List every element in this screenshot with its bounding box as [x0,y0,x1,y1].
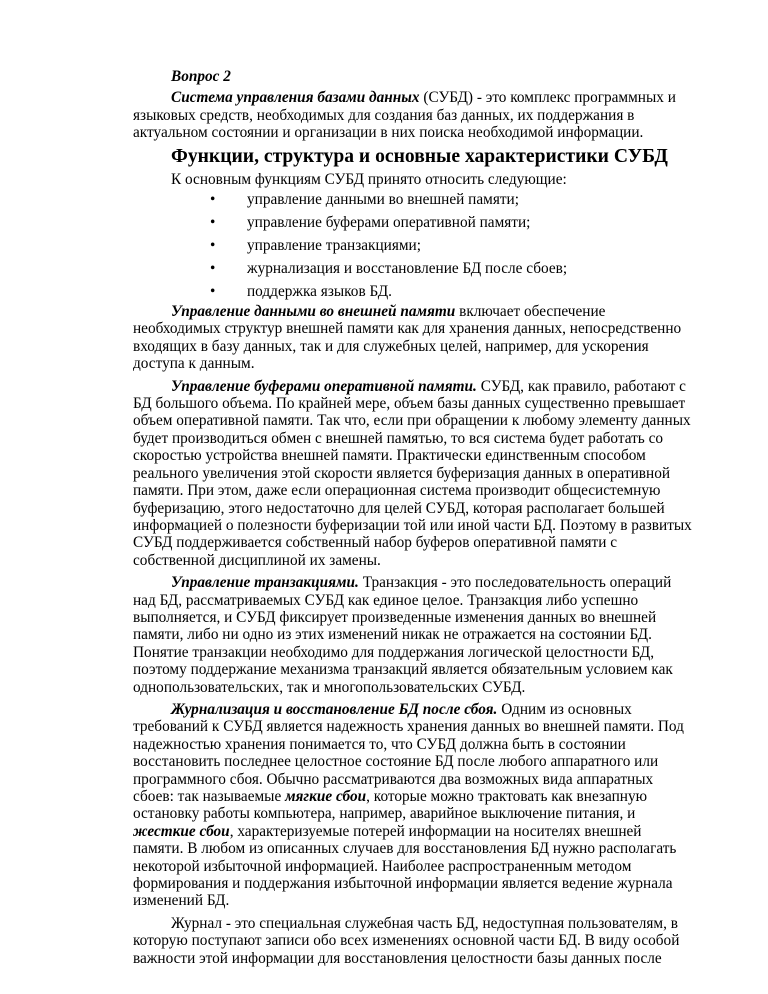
journaling-text-1: Одним из основных требований к СУБД является надежность хранения данных во внешней памяти. Под надежностью хранения понимается то, что СУБД должна быть в состоянии восстановить последнее целостное состояние БД после любого аппаратного или программного сбоя. Обычно рассматриваются два возможных вида аппаратных сбоев: так называемые [133,700,684,805]
transactions-paragraph [133,574,695,696]
bullet-icon: • [210,260,216,278]
section-heading: Функции, структура и основные характеристики СУБД [171,145,668,167]
buffers-paragraph [133,378,695,569]
intro-text: (СУБД) - это комплекс программных и языковых средств, необходимых для создания баз данных, их поддержания в актуальном состоянии и организации в них поиска необходимой информации. [133,89,676,142]
list-item-text: поддержка языков БД. [247,283,392,301]
list-item [133,234,695,257]
list-item-text: управление данными во внешней памяти; [247,191,519,209]
journaling-term: Журнализация и восстановление БД после сбоя. [171,700,498,718]
list-item-text: управление буферами оперативной памяти; [247,214,531,232]
document-body [133,68,695,967]
buffers-text: СУБД, как правило, работают с БД большого объема. По крайней мере, объем базы данных существенно превышает объем оперативной памяти. Так что, если при обращении к любому элементу данных будет производиться обмен с внешней памятью, то вся система будет работать со скоростью устройства внешней памяти. Практически единственным способом реального увеличения этой скорости является буферизация данных в оперативной памяти. При этом, даже если операционная система производит общесистемную буферизацию, этого недостаточно для целей СУБД, которая располагает большей информацией о полезности буферизации той или иной части БД. Поэтому в развитых СУБД поддерживается собственный набор буферов оперативной памяти с собственной дисциплиной их замены. [133,377,692,569]
question-label: Вопрос 2 [171,68,231,85]
journaling-text-2: , которые можно трактовать как внезапную остановку работы компьютера, например, аварийное выключение питания, и [133,788,648,823]
external-memory-paragraph [133,303,695,373]
bullet-icon: • [210,214,216,232]
external-memory-text: включает обеспечение необходимых структур внешней памяти как для хранения данных, непосредственно входящих в базу данных, так и для служебных целей, например, для ускорения доступа к данным. [133,303,682,373]
buffers-term: Управление буферами оперативной памяти. [171,377,477,395]
list-item-text: управление транзакциями; [247,237,421,255]
transactions-text: Транзакция - это последовательность операций над БД, рассматриваемых СУБД как единое целое. Транзакция либо успешно выполняется, и СУБД фиксирует произведенные изменения данных во внешней памяти, либо ни одно из этих изменений никак не отражается на состоянии БД. Понятие транзакции необходимо для поддержания логической целостности БД, поэтому поддержание механизма транзакций является обязательным условием как однопользовательских, так и многопользовательских СУБД. [133,574,673,696]
list-item [133,188,695,211]
journaling-paragraph [133,701,695,910]
functions-intro: К основным функциям СУБД принято относить следующие: [171,170,567,188]
list-item [133,211,695,234]
transactions-term: Управление транзакциями. [171,574,359,592]
intro-paragraph [133,89,695,141]
soft-failure-term: мягкие сбои [285,788,367,805]
journal-paragraph: Журнал - это специальная служебная часть БД, недоступная пользователям, в которую поступают записи обо всех изменениях основной части БД. В виду особой важности этой информации для восстановления целостности базы данных после [133,914,680,967]
bullet-icon: • [210,283,216,301]
intro-term: Система управления базами данных [171,89,420,107]
functions-list [133,188,695,303]
journaling-text-3: , характеризуемые потерей информации на носителях внешней памяти. В любом из описанных случаев для восстановления БД нужно располагать некоторой избыточной информацией. Наиболее распространенным методом формирования и поддержания избыточной информации является ведение журнала изменений БД. [133,822,677,910]
hard-failure-term: жесткие сбои [133,822,230,840]
list-item [133,280,695,303]
list-item-text: журнализация и восстановление БД после сбоев; [247,260,568,278]
bullet-icon: • [210,237,216,255]
external-memory-term: Управление данными во внешней памяти [171,303,456,321]
bullet-icon: • [210,191,216,209]
list-item [133,257,695,280]
